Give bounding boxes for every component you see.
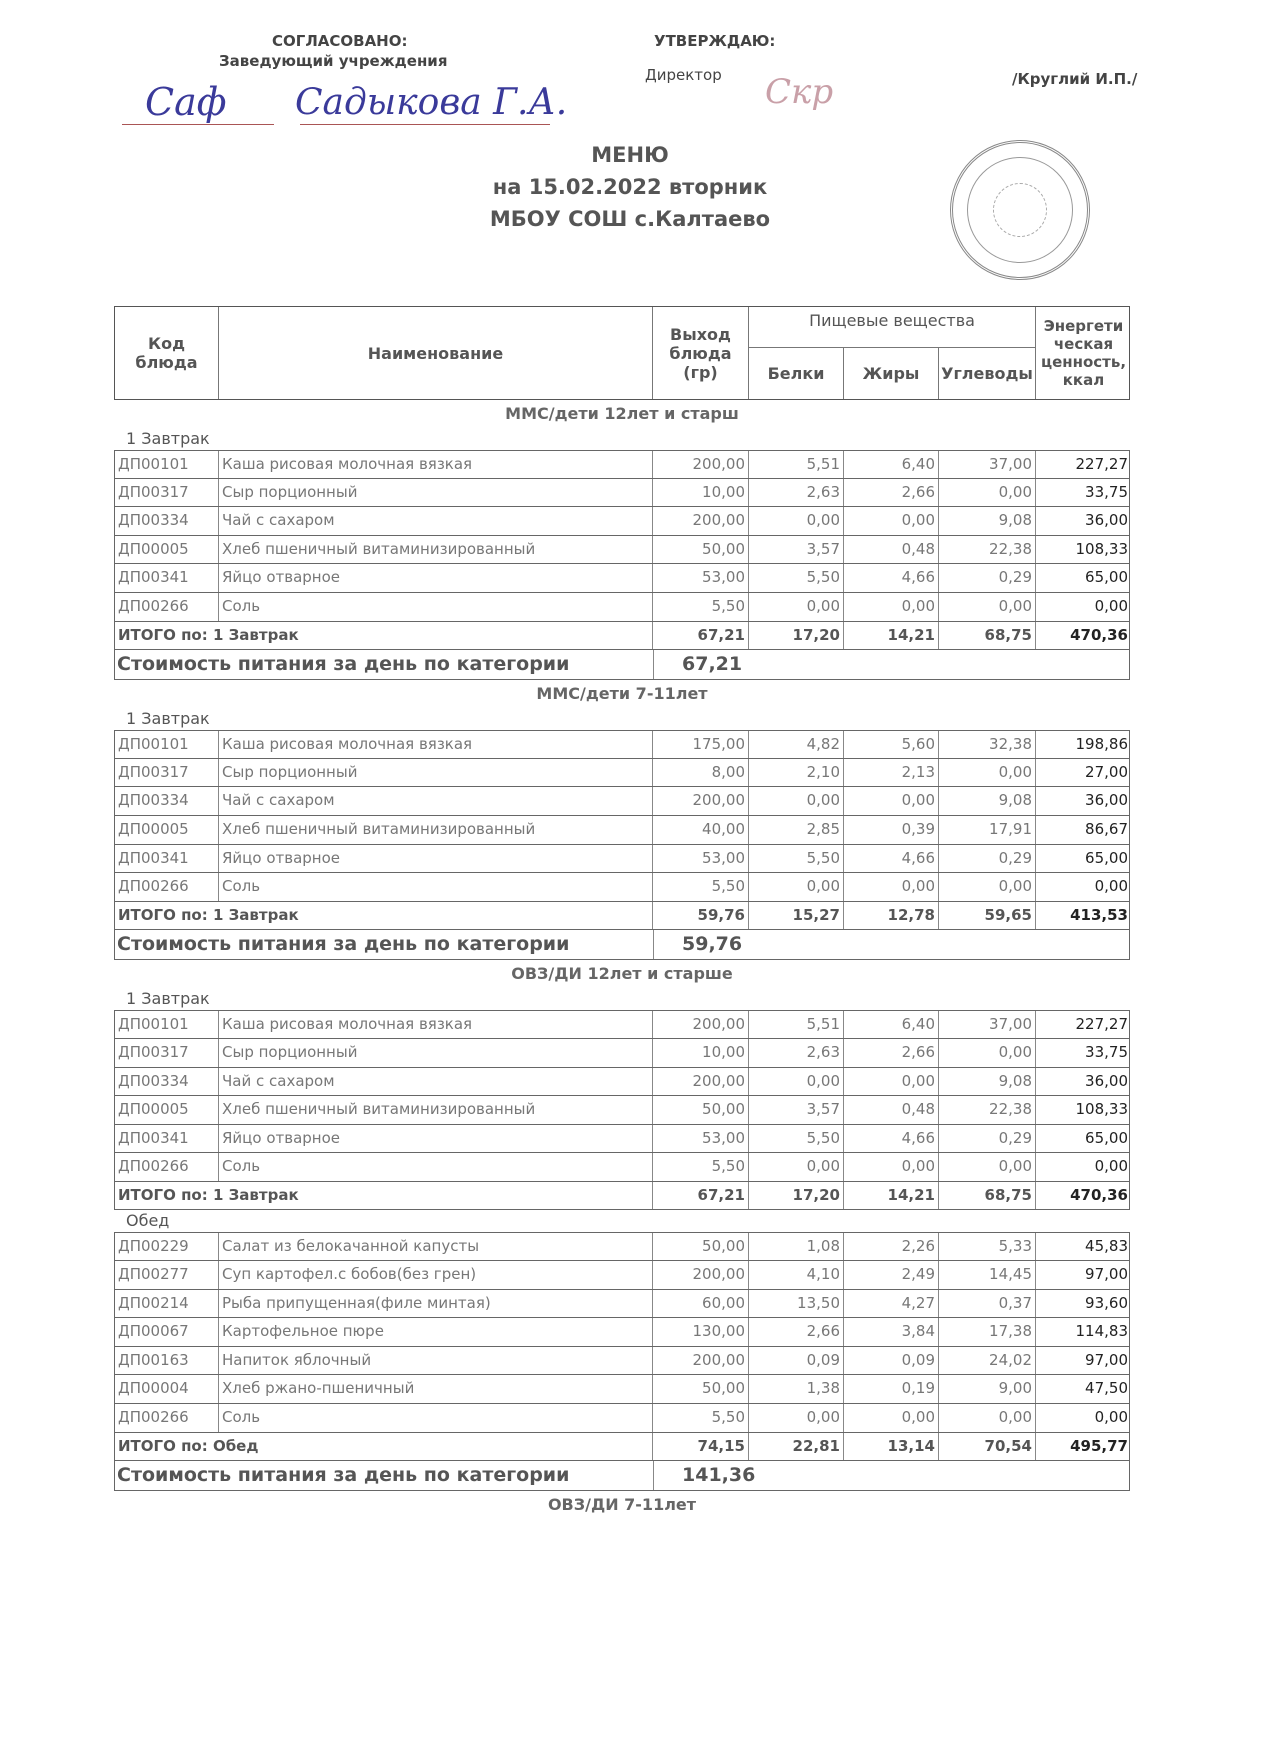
total-protein: 17,20 xyxy=(749,1182,844,1210)
total-row xyxy=(114,622,1130,651)
total-protein: 22,81 xyxy=(749,1433,844,1461)
dish-code: ДП00005 xyxy=(115,536,219,564)
meal-name: Обед xyxy=(126,1211,170,1231)
dish-code: ДП00163 xyxy=(115,1347,219,1375)
protein-value: 13,50 xyxy=(749,1290,844,1318)
total-energy: 470,36 xyxy=(1070,1185,1128,1204)
cost-value: 67,21 xyxy=(653,650,1131,679)
total-carbs: 68,75 xyxy=(939,622,1036,650)
protein-value: 2,63 xyxy=(749,1039,844,1067)
dish-name: Яйцо отварное xyxy=(219,845,653,873)
dish-output: 53,00 xyxy=(653,564,749,592)
official-seal xyxy=(950,140,1090,280)
fat-value: 0,00 xyxy=(844,873,939,901)
dish-output: 50,00 xyxy=(653,1233,749,1260)
col-code: Код блюда xyxy=(115,307,219,399)
dish-code: ДП00214 xyxy=(115,1290,219,1318)
total-row xyxy=(114,1433,1130,1462)
table-row xyxy=(114,536,1130,565)
dish-name: Чай с сахаром xyxy=(219,787,653,815)
energy-value: 0,00 xyxy=(1094,1157,1128,1176)
total-fat: 14,21 xyxy=(844,622,939,650)
energy-value: 97,00 xyxy=(1085,1350,1128,1369)
protein-value: 0,09 xyxy=(749,1347,844,1375)
dish-code: ДП00341 xyxy=(115,564,219,592)
protein-value: 2,63 xyxy=(749,479,844,507)
cost-row xyxy=(114,1461,1130,1491)
total-row xyxy=(114,1182,1130,1211)
protein-value: 5,50 xyxy=(749,1125,844,1153)
dish-name: Соль xyxy=(219,1404,653,1432)
carbs-value: 0,00 xyxy=(939,1153,1036,1181)
dish-code: ДП00101 xyxy=(115,451,219,478)
dish-name: Чай с сахаром xyxy=(219,1068,653,1096)
approve-role: Директор xyxy=(645,66,722,84)
dish-name: Напиток яблочный xyxy=(219,1347,653,1375)
dish-name: Сыр порционный xyxy=(219,759,653,787)
total-label: ИТОГО по: 1 Завтрак xyxy=(115,902,653,930)
protein-value: 4,82 xyxy=(749,731,844,758)
table-row xyxy=(114,1375,1130,1404)
dish-output: 53,00 xyxy=(653,1125,749,1153)
col-fat: Жиры xyxy=(844,347,939,399)
protein-value: 5,51 xyxy=(749,1011,844,1038)
table-row xyxy=(114,564,1130,593)
fat-value: 2,66 xyxy=(844,1039,939,1067)
table-row xyxy=(114,1010,1130,1039)
energy-value: 227,27 xyxy=(1075,1015,1128,1034)
dish-name: Салат из белокачанной капусты xyxy=(219,1233,653,1260)
signature-line xyxy=(300,124,550,125)
dish-code: ДП00229 xyxy=(115,1233,219,1260)
dish-code: ДП00004 xyxy=(115,1375,219,1403)
total-energy: 470,36 xyxy=(1070,625,1128,644)
carbs-value: 17,38 xyxy=(939,1318,1036,1346)
director-signature: Скр xyxy=(765,72,834,112)
dish-output: 5,50 xyxy=(653,1153,749,1181)
dish-output: 50,00 xyxy=(653,1375,749,1403)
category-caption: ОВЗ/ДИ 12лет и старше xyxy=(511,964,733,984)
col-nutrients: Пищевые вещества xyxy=(749,307,1036,347)
table-row xyxy=(114,845,1130,874)
protein-value: 0,00 xyxy=(749,873,844,901)
dish-name: Сыр порционный xyxy=(219,1039,653,1067)
fat-value: 0,48 xyxy=(844,536,939,564)
dish-output: 5,50 xyxy=(653,873,749,901)
dish-name: Суп картофел.с бобов(без грен) xyxy=(219,1261,653,1289)
fat-value: 0,00 xyxy=(844,787,939,815)
protein-value: 0,00 xyxy=(749,507,844,535)
fat-value: 2,49 xyxy=(844,1261,939,1289)
dish-output: 50,00 xyxy=(653,1096,749,1124)
carbs-value: 9,08 xyxy=(939,787,1036,815)
energy-value: 0,00 xyxy=(1094,596,1128,615)
dish-output: 130,00 xyxy=(653,1318,749,1346)
menu-table xyxy=(114,306,1130,1519)
dish-output: 8,00 xyxy=(653,759,749,787)
dish-name: Хлеб пшеничный витаминизированный xyxy=(219,816,653,844)
dish-name: Картофельное пюре xyxy=(219,1318,653,1346)
cost-label: Стоимость питания за день по категории xyxy=(117,933,570,956)
energy-value: 108,33 xyxy=(1075,1100,1128,1119)
table-row xyxy=(114,593,1130,622)
protein-value: 0,00 xyxy=(749,593,844,621)
dish-code: ДП00341 xyxy=(115,1125,219,1153)
dish-output: 5,50 xyxy=(653,1404,749,1432)
fat-value: 0,00 xyxy=(844,1153,939,1181)
fat-value: 0,00 xyxy=(844,593,939,621)
protein-value: 0,00 xyxy=(749,787,844,815)
energy-value: 97,00 xyxy=(1085,1265,1128,1284)
fat-value: 3,84 xyxy=(844,1318,939,1346)
energy-value: 86,67 xyxy=(1085,819,1128,838)
carbs-value: 17,91 xyxy=(939,816,1036,844)
total-output: 74,15 xyxy=(653,1433,749,1461)
total-fat: 14,21 xyxy=(844,1182,939,1210)
carbs-value: 0,29 xyxy=(939,564,1036,592)
carbs-value: 14,45 xyxy=(939,1261,1036,1289)
dish-code: ДП00277 xyxy=(115,1261,219,1289)
fat-value: 5,60 xyxy=(844,731,939,758)
total-energy: 495,77 xyxy=(1070,1436,1128,1455)
fat-value: 0,00 xyxy=(844,507,939,535)
carbs-value: 9,08 xyxy=(939,507,1036,535)
table-row xyxy=(114,1068,1130,1097)
protein-value: 2,10 xyxy=(749,759,844,787)
dish-code: ДП00341 xyxy=(115,845,219,873)
dish-name: Каша рисовая молочная вязкая xyxy=(219,731,653,758)
energy-value: 108,33 xyxy=(1075,539,1128,558)
dish-name: Рыба припущенная(филе минтая) xyxy=(219,1290,653,1318)
agreed-signature: Садыкова Г.А. xyxy=(295,82,568,123)
cost-value: 141,36 xyxy=(653,1461,1131,1490)
energy-value: 36,00 xyxy=(1085,1071,1128,1090)
table-row xyxy=(114,479,1130,508)
protein-value: 3,57 xyxy=(749,536,844,564)
cost-label: Стоимость питания за день по категории xyxy=(117,653,570,676)
energy-value: 198,86 xyxy=(1075,735,1128,754)
fat-value: 0,00 xyxy=(844,1404,939,1432)
total-row xyxy=(114,902,1130,931)
dish-output: 10,00 xyxy=(653,1039,749,1067)
energy-value: 45,83 xyxy=(1085,1237,1128,1256)
col-carbs: Углеводы xyxy=(939,347,1036,399)
dish-code: ДП00334 xyxy=(115,1068,219,1096)
table-row xyxy=(114,1039,1130,1068)
dish-code: ДП00266 xyxy=(115,873,219,901)
table-row xyxy=(114,1096,1130,1125)
protein-value: 3,57 xyxy=(749,1096,844,1124)
protein-value: 5,50 xyxy=(749,845,844,873)
approve-label: УТВЕРЖДАЮ: xyxy=(654,32,776,50)
approve-name: /Круглий И.П./ xyxy=(1012,70,1138,88)
table-header xyxy=(114,306,1130,400)
total-label: ИТОГО по: 1 Завтрак xyxy=(115,622,653,650)
carbs-value: 9,08 xyxy=(939,1068,1036,1096)
signature-line xyxy=(122,124,274,125)
total-output: 59,76 xyxy=(653,902,749,930)
cost-value: 59,76 xyxy=(653,930,1131,959)
carbs-value: 0,29 xyxy=(939,1125,1036,1153)
carbs-value: 37,00 xyxy=(939,451,1036,478)
col-output: Выход блюда (гр) xyxy=(653,307,749,399)
energy-value: 114,83 xyxy=(1075,1322,1128,1341)
dish-name: Хлеб пшеничный витаминизированный xyxy=(219,1096,653,1124)
energy-value: 227,27 xyxy=(1075,455,1128,473)
carbs-value: 0,00 xyxy=(939,1404,1036,1432)
table-row xyxy=(114,1125,1130,1154)
total-fat: 12,78 xyxy=(844,902,939,930)
table-row xyxy=(114,1347,1130,1376)
dish-output: 5,50 xyxy=(653,593,749,621)
protein-value: 1,08 xyxy=(749,1233,844,1260)
dish-output: 200,00 xyxy=(653,787,749,815)
carbs-value: 0,00 xyxy=(939,759,1036,787)
cost-row xyxy=(114,650,1130,680)
dish-output: 200,00 xyxy=(653,507,749,535)
dish-output: 50,00 xyxy=(653,536,749,564)
carbs-value: 9,00 xyxy=(939,1375,1036,1403)
table-row xyxy=(114,1261,1130,1290)
fat-value: 0,00 xyxy=(844,1068,939,1096)
meal-name: 1 Завтрак xyxy=(126,429,210,448)
cost-label: Стоимость питания за день по категории xyxy=(117,1464,570,1487)
dish-name: Яйцо отварное xyxy=(219,1125,653,1153)
table-row xyxy=(114,507,1130,536)
fat-value: 4,66 xyxy=(844,564,939,592)
category-caption: ОВЗ/ДИ 7-11лет xyxy=(547,1495,697,1515)
dish-code: ДП00005 xyxy=(115,816,219,844)
energy-value: 36,00 xyxy=(1085,791,1128,810)
protein-value: 2,85 xyxy=(749,816,844,844)
dish-name: Сыр порционный xyxy=(219,479,653,507)
dish-name: Яйцо отварное xyxy=(219,564,653,592)
fat-value: 0,48 xyxy=(844,1096,939,1124)
protein-value: 1,38 xyxy=(749,1375,844,1403)
carbs-value: 0,37 xyxy=(939,1290,1036,1318)
total-output: 67,21 xyxy=(653,1182,749,1210)
fat-value: 6,40 xyxy=(844,451,939,478)
table-row xyxy=(114,1290,1130,1319)
total-output: 67,21 xyxy=(653,622,749,650)
dish-output: 200,00 xyxy=(653,451,749,478)
carbs-value: 0,00 xyxy=(939,1039,1036,1067)
energy-value: 65,00 xyxy=(1085,848,1128,867)
category-caption: ММС/дети 12лет и старш xyxy=(505,404,739,423)
protein-value: 5,50 xyxy=(749,564,844,592)
carbs-value: 0,00 xyxy=(939,873,1036,901)
dish-name: Чай с сахаром xyxy=(219,507,653,535)
fat-value: 2,26 xyxy=(844,1233,939,1260)
dish-output: 175,00 xyxy=(653,731,749,758)
col-protein: Белки xyxy=(749,347,844,399)
energy-value: 65,00 xyxy=(1085,568,1128,587)
dish-name: Каша рисовая молочная вязкая xyxy=(219,1011,653,1038)
dish-code: ДП00101 xyxy=(115,1011,219,1038)
energy-value: 65,00 xyxy=(1085,1128,1128,1147)
school-name: МБОУ СОШ с.Калтаево xyxy=(489,207,771,231)
dish-code: ДП00266 xyxy=(115,1404,219,1432)
dish-output: 53,00 xyxy=(653,845,749,873)
energy-value: 93,60 xyxy=(1085,1293,1128,1312)
dish-output: 200,00 xyxy=(653,1261,749,1289)
energy-value: 0,00 xyxy=(1094,877,1128,896)
table-row xyxy=(114,1404,1130,1433)
dish-code: ДП00317 xyxy=(115,479,219,507)
energy-value: 33,75 xyxy=(1085,1042,1128,1061)
fat-value: 4,66 xyxy=(844,845,939,873)
carbs-value: 0,00 xyxy=(939,479,1036,507)
fat-value: 0,19 xyxy=(844,1375,939,1403)
energy-value: 36,00 xyxy=(1085,511,1128,530)
dish-code: ДП00266 xyxy=(115,1153,219,1181)
meal-name: 1 Завтрак xyxy=(126,709,210,729)
energy-value: 33,75 xyxy=(1085,482,1128,501)
protein-value: 0,00 xyxy=(749,1404,844,1432)
table-row xyxy=(114,730,1130,759)
dish-output: 40,00 xyxy=(653,816,749,844)
carbs-value: 22,38 xyxy=(939,1096,1036,1124)
dish-code: ДП00334 xyxy=(115,787,219,815)
fat-value: 0,09 xyxy=(844,1347,939,1375)
total-label: ИТОГО по: 1 Завтрак xyxy=(115,1182,653,1210)
dish-code: ДП00005 xyxy=(115,1096,219,1124)
carbs-value: 22,38 xyxy=(939,536,1036,564)
total-protein: 17,20 xyxy=(749,622,844,650)
carbs-value: 0,29 xyxy=(939,845,1036,873)
table-row xyxy=(114,873,1130,902)
dish-name: Хлеб ржано-пшеничный xyxy=(219,1375,653,1403)
energy-value: 0,00 xyxy=(1094,1408,1128,1427)
meal-name: 1 Завтрак xyxy=(126,989,210,1009)
fat-value: 0,39 xyxy=(844,816,939,844)
dish-name: Соль xyxy=(219,873,653,901)
signature-image: Саф xyxy=(145,80,227,124)
dish-name: Соль xyxy=(219,593,653,621)
dish-output: 200,00 xyxy=(653,1347,749,1375)
dish-code: ДП00317 xyxy=(115,759,219,787)
table-row xyxy=(114,1232,1130,1261)
fat-value: 4,66 xyxy=(844,1125,939,1153)
total-label: ИТОГО по: Обед xyxy=(115,1433,653,1461)
dish-code: ДП00266 xyxy=(115,593,219,621)
cost-row xyxy=(114,930,1130,960)
table-row xyxy=(114,787,1130,816)
dish-name: Каша рисовая молочная вязкая xyxy=(219,451,653,478)
fat-value: 6,40 xyxy=(844,1011,939,1038)
dish-output: 200,00 xyxy=(653,1068,749,1096)
fat-value: 2,13 xyxy=(844,759,939,787)
protein-value: 5,51 xyxy=(749,451,844,478)
total-carbs: 70,54 xyxy=(939,1433,1036,1461)
dish-code: ДП00101 xyxy=(115,731,219,758)
agreed-role: Заведующий учреждения xyxy=(219,52,448,70)
table-row xyxy=(114,1318,1130,1347)
total-energy: 413,53 xyxy=(1070,905,1128,924)
table-row xyxy=(114,1153,1130,1182)
fat-value: 2,66 xyxy=(844,479,939,507)
total-carbs: 59,65 xyxy=(939,902,1036,930)
carbs-value: 5,33 xyxy=(939,1233,1036,1260)
menu-date: на 15.02.2022 вторник xyxy=(492,175,768,199)
table-row xyxy=(114,450,1130,479)
total-fat: 13,14 xyxy=(844,1433,939,1461)
total-carbs: 68,75 xyxy=(939,1182,1036,1210)
table-row xyxy=(114,816,1130,845)
category-caption: ММС/дети 7-11лет xyxy=(536,684,708,704)
energy-value: 47,50 xyxy=(1085,1379,1128,1398)
dish-output: 200,00 xyxy=(653,1011,749,1038)
energy-value: 27,00 xyxy=(1085,762,1128,781)
protein-value: 2,66 xyxy=(749,1318,844,1346)
table-row xyxy=(114,759,1130,788)
protein-value: 0,00 xyxy=(749,1153,844,1181)
protein-value: 0,00 xyxy=(749,1068,844,1096)
carbs-value: 0,00 xyxy=(939,593,1036,621)
dish-code: ДП00317 xyxy=(115,1039,219,1067)
carbs-value: 24,02 xyxy=(939,1347,1036,1375)
dish-name: Хлеб пшеничный витаминизированный xyxy=(219,536,653,564)
fat-value: 4,27 xyxy=(844,1290,939,1318)
carbs-value: 37,00 xyxy=(939,1011,1036,1038)
dish-output: 10,00 xyxy=(653,479,749,507)
col-energy: Энергети ческая ценность, ккал xyxy=(1040,317,1127,389)
dish-code: ДП00334 xyxy=(115,507,219,535)
carbs-value: 32,38 xyxy=(939,731,1036,758)
protein-value: 4,10 xyxy=(749,1261,844,1289)
dish-output: 60,00 xyxy=(653,1290,749,1318)
menu-title: МЕНЮ xyxy=(591,143,669,167)
agreed-label: СОГЛАСОВАНО: xyxy=(272,32,408,50)
dish-code: ДП00067 xyxy=(115,1318,219,1346)
dish-name: Соль xyxy=(219,1153,653,1181)
total-protein: 15,27 xyxy=(749,902,844,930)
col-name: Наименование xyxy=(219,307,653,399)
